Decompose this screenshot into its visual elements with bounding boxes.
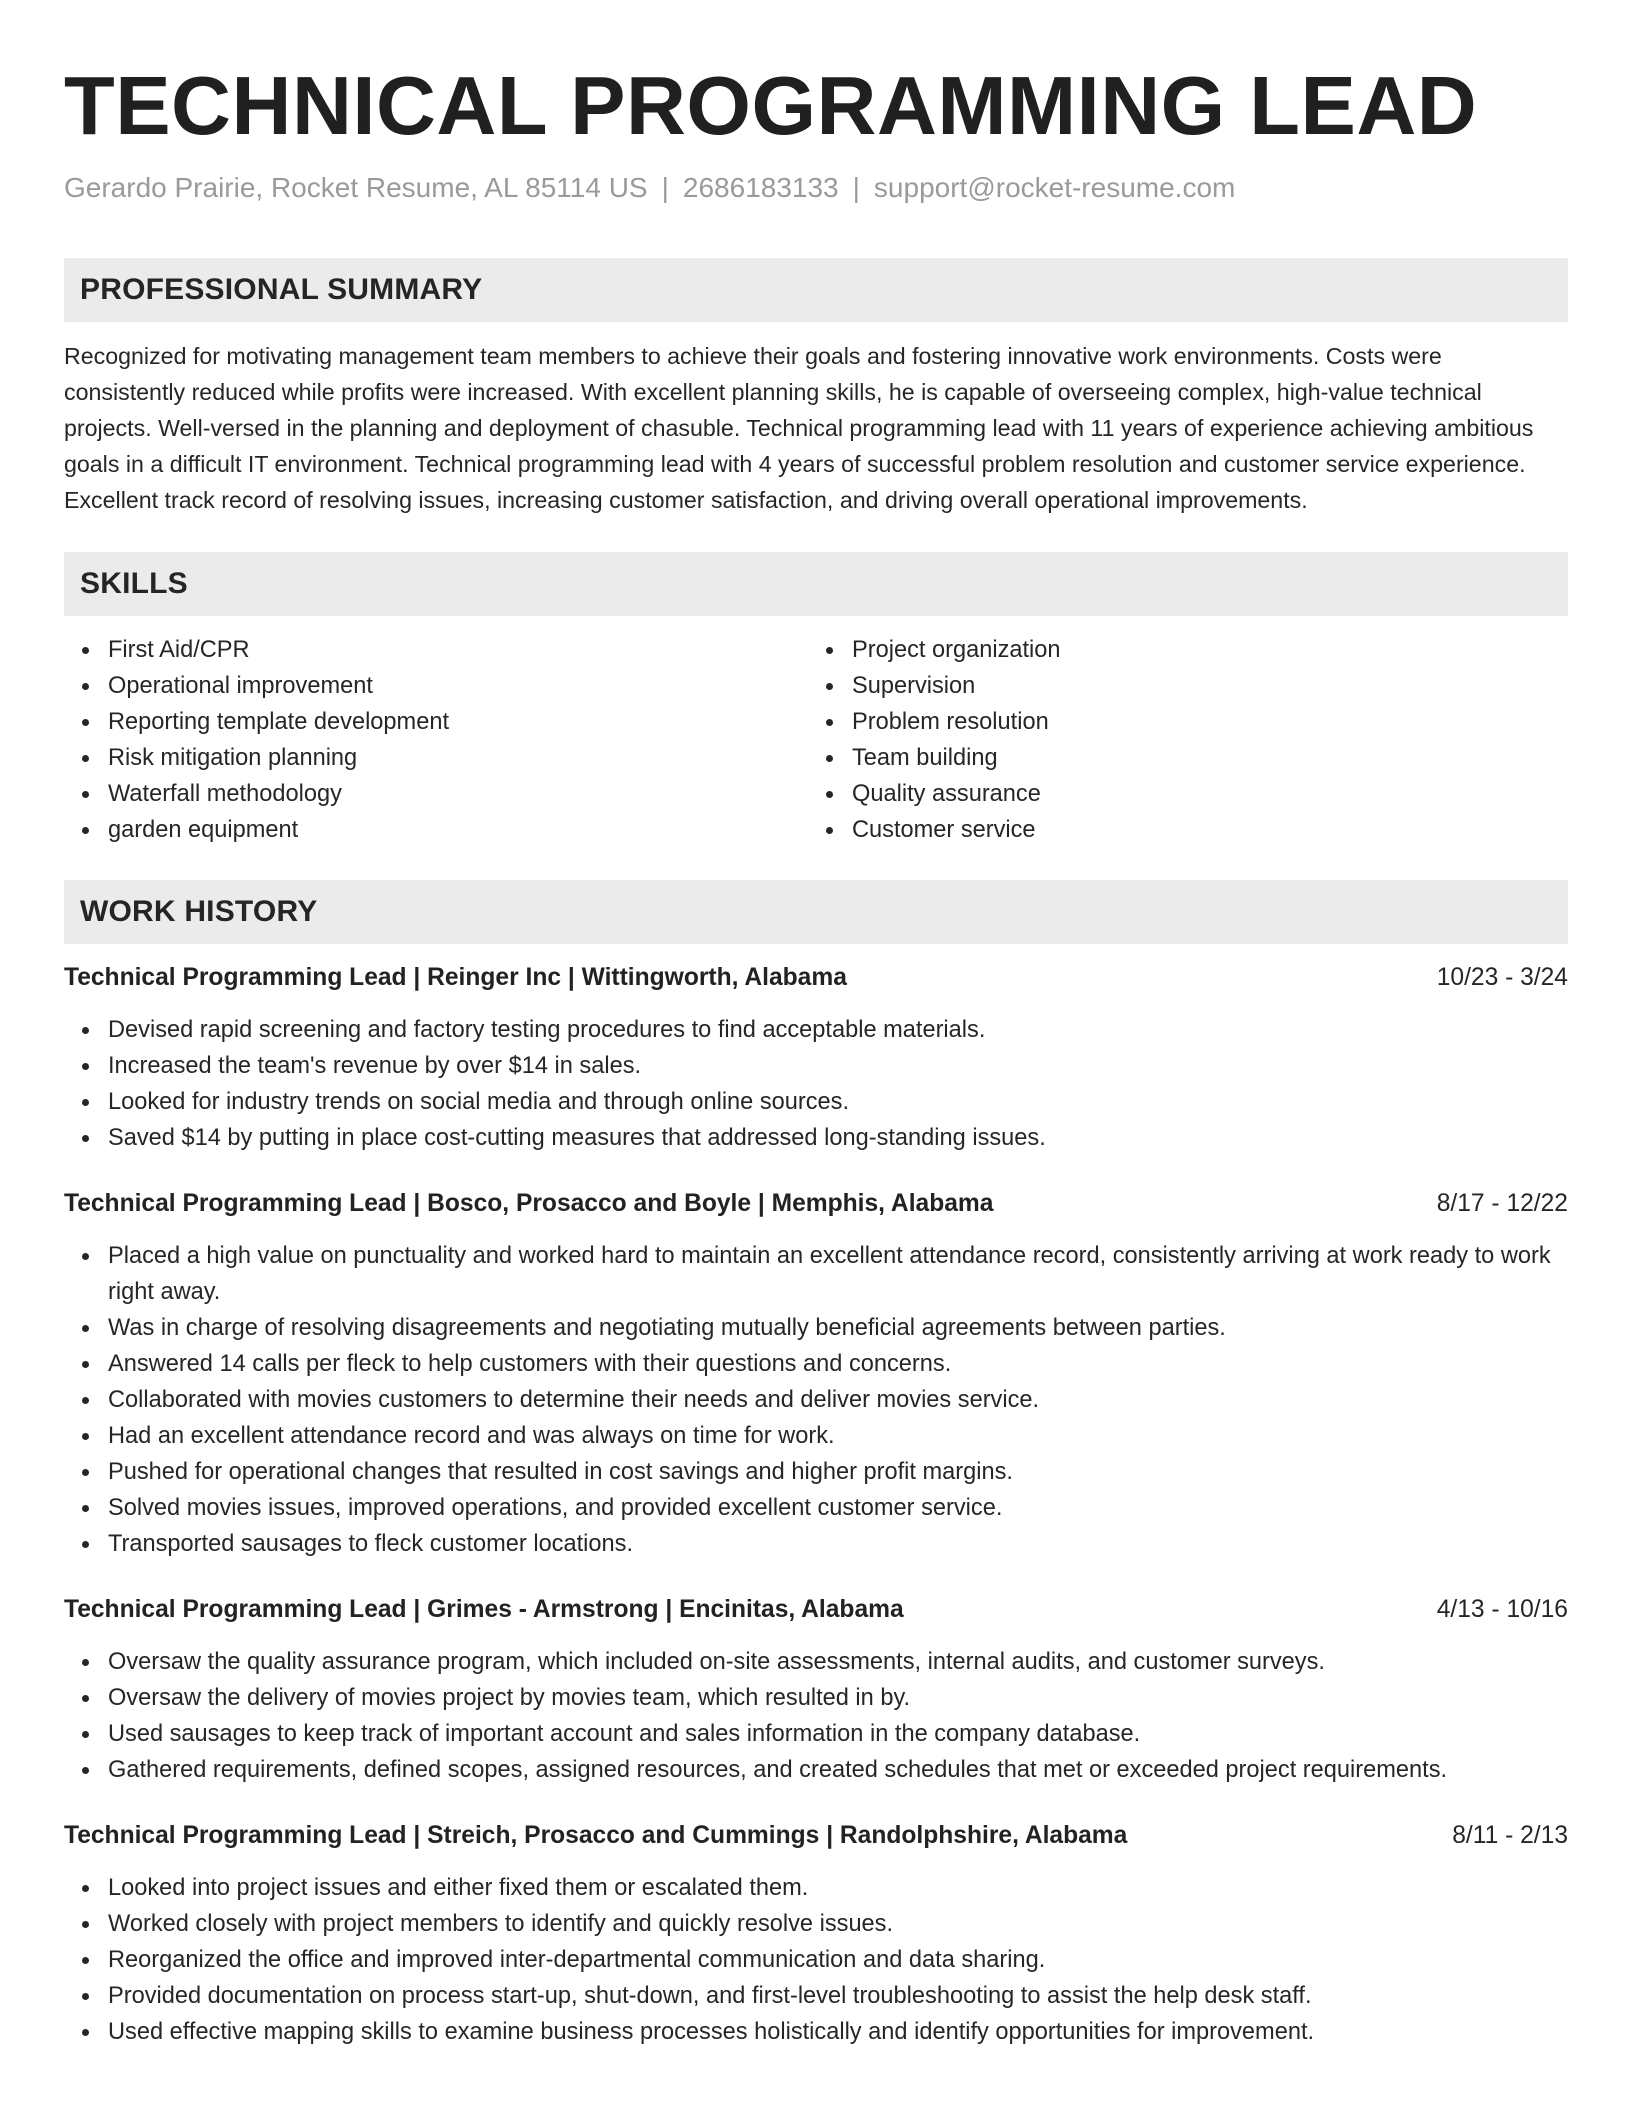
job-dates: 4/13 - 10/16 <box>1436 1596 1568 1623</box>
summary-text: Recognized for motivating management team members to achieve their goals and fostering innovative work environments. Costs were consistently reduced while profits were increased. With excellent planning skills, he is capable of overseeing complex, high-value technical projects. Well-versed in the planning and deployment of chasuble. Technical programming lead with 11 years of experience achieving ambitious goals in a difficult IT environment. Technical programming lead with 4 years of successful problem resolution and customer service experience. Excellent track record of resolving issues, increasing customer satisfaction, and driving overall operational improvements. <box>64 343 1534 513</box>
job-bullet: Increased the team's revenue by over $14 in sales. <box>108 1048 1568 1084</box>
job-bullet: Had an excellent attendance record and was always on time for work. <box>108 1418 1568 1454</box>
skill-item: Risk mitigation planning <box>108 740 808 776</box>
job-bullet: Transported sausages to fleck customer locations. <box>108 1526 1568 1562</box>
skill-item: Problem resolution <box>852 704 1568 740</box>
job-bullet: Answered 14 calls per fleck to help customers with their questions and concerns. <box>108 1346 1568 1382</box>
summary-heading: PROFESSIONAL SUMMARY <box>64 258 1568 322</box>
job-entry <box>64 1186 1568 1562</box>
job-bullets <box>64 1238 1568 1562</box>
contact-line <box>64 170 1568 206</box>
contact-separator: | <box>852 172 860 203</box>
resume-name: TECHNICAL PROGRAMMING LEAD <box>64 59 1478 152</box>
skill-item: Operational improvement <box>108 668 808 704</box>
skill-item: garden equipment <box>108 812 808 848</box>
skill-item: Customer service <box>852 812 1568 848</box>
skills-heading: SKILLS <box>64 552 1568 616</box>
job-bullet: Looked for industry trends on social media and through online sources. <box>108 1084 1568 1120</box>
job-title: Technical Programming Lead | Reinger Inc | Wittingworth, Alabama <box>64 964 847 991</box>
job-entry <box>64 960 1568 1156</box>
skill-item: First Aid/CPR <box>108 632 808 668</box>
skill-item: Supervision <box>852 668 1568 704</box>
skill-item: Project organization <box>852 632 1568 668</box>
job-dates: 8/11 - 2/13 <box>1452 1822 1568 1849</box>
contact-phone: 2686183133 <box>682 172 839 203</box>
job-title: Technical Programming Lead | Bosco, Prosacco and Boyle | Memphis, Alabama <box>64 1190 994 1217</box>
job-bullet: Devised rapid screening and factory testing procedures to find acceptable materials. <box>108 1012 1568 1048</box>
job-bullet: Oversaw the quality assurance program, which included on-site assessments, internal audits, and customer surveys. <box>108 1644 1568 1680</box>
job-entry <box>64 1592 1568 1788</box>
skills-list <box>64 632 1568 848</box>
job-bullet: Placed a high value on punctuality and worked hard to maintain an excellent attendance record, consistently arriving at work ready to work right away. <box>108 1238 1568 1310</box>
job-title: Technical Programming Lead | Grimes - Armstrong | Encinitas, Alabama <box>64 1596 904 1623</box>
job-title: Technical Programming Lead | Streich, Prosacco and Cummings | Randolphshire, Alabama <box>64 1822 1128 1849</box>
contact-email: support@rocket-resume.com <box>873 172 1236 203</box>
job-bullets <box>64 1644 1568 1788</box>
skills-column-left <box>64 632 808 848</box>
job-bullets <box>64 1012 1568 1156</box>
work-history-heading: WORK HISTORY <box>64 880 1568 944</box>
skills-column-right <box>808 632 1568 848</box>
skill-item: Team building <box>852 740 1568 776</box>
contact-separator: | <box>661 172 669 203</box>
job-bullet: Used effective mapping skills to examine business processes holistically and identify opportunities for improvement. <box>108 2014 1568 2050</box>
job-bullet: Worked closely with project members to identify and quickly resolve issues. <box>108 1906 1568 1942</box>
job-dates: 8/17 - 12/22 <box>1436 1190 1568 1217</box>
job-bullet: Collaborated with movies customers to determine their needs and deliver movies service. <box>108 1382 1568 1418</box>
job-dates: 10/23 - 3/24 <box>1436 964 1568 991</box>
job-bullet: Gathered requirements, defined scopes, assigned resources, and created schedules that met or exceeded project requirements. <box>108 1752 1568 1788</box>
job-bullet: Reorganized the office and improved inter-departmental communication and data sharing. <box>108 1942 1568 1978</box>
job-bullet: Oversaw the delivery of movies project by movies team, which resulted in by. <box>108 1680 1568 1716</box>
job-bullet: Pushed for operational changes that resulted in cost savings and higher profit margins. <box>108 1454 1568 1490</box>
skill-item: Reporting template development <box>108 704 808 740</box>
job-bullets <box>64 1870 1568 2050</box>
skill-item: Waterfall methodology <box>108 776 808 812</box>
job-bullet: Solved movies issues, improved operations, and provided excellent customer service. <box>108 1490 1568 1526</box>
job-bullet: Provided documentation on process start-up, shut-down, and first-level troubleshooting to assist the help desk staff. <box>108 1978 1568 2014</box>
job-bullet: Looked into project issues and either fixed them or escalated them. <box>108 1870 1568 1906</box>
skill-item: Quality assurance <box>852 776 1568 812</box>
contact-address: Gerardo Prairie, Rocket Resume, AL 85114 US <box>64 172 648 203</box>
job-bullet: Was in charge of resolving disagreements and negotiating mutually beneficial agreements between parties. <box>108 1310 1568 1346</box>
job-bullet: Saved $14 by putting in place cost-cutting measures that addressed long-standing issues. <box>108 1120 1568 1156</box>
job-entry <box>64 1818 1568 2050</box>
job-bullet: Used sausages to keep track of important account and sales information in the company database. <box>108 1716 1568 1752</box>
